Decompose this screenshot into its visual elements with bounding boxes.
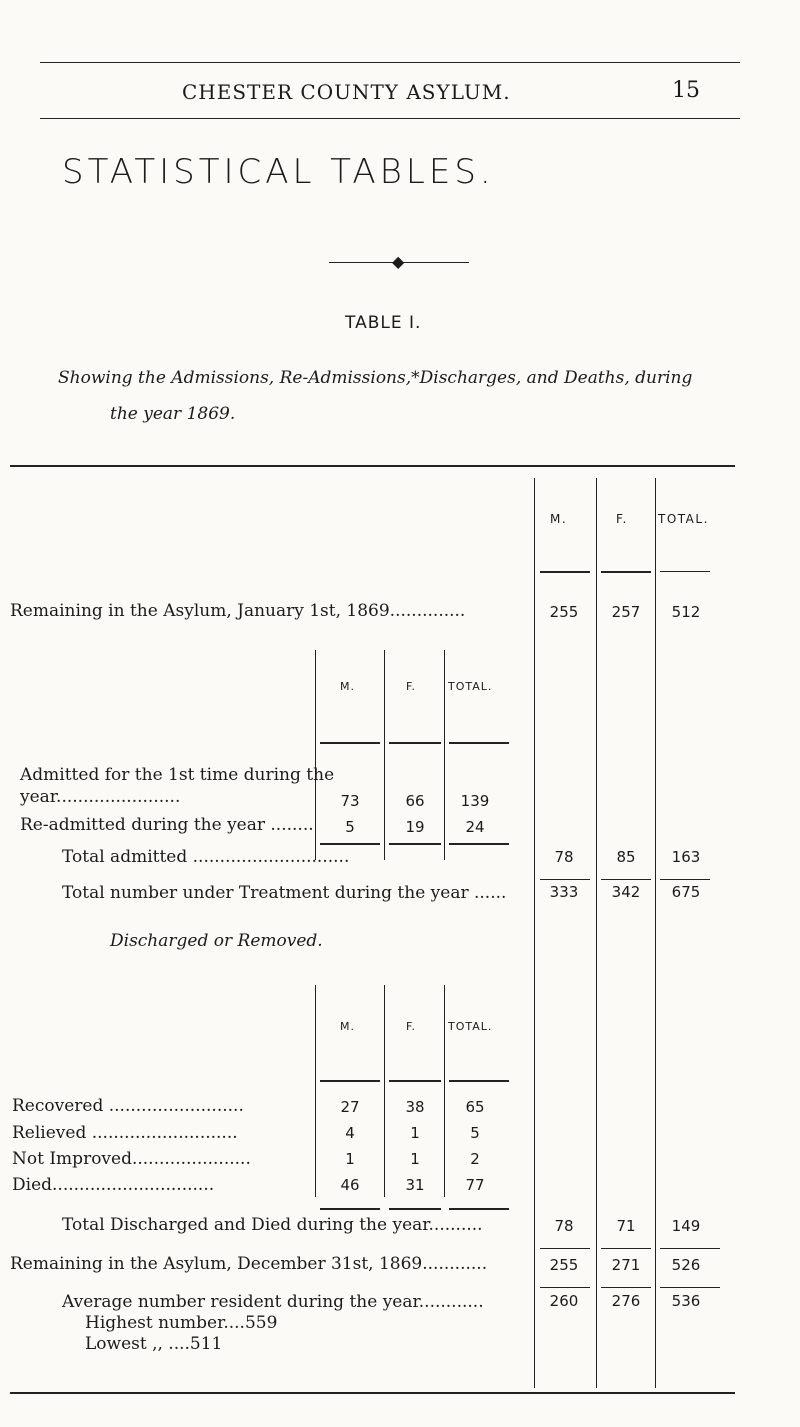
rule [660,1287,720,1288]
relieved-total: 5 [470,1124,480,1142]
sub-header-f: F. [406,680,417,693]
discharged-heading: Discharged or Removed. [110,931,323,951]
total-treatment-f: 342 [611,883,641,901]
remaining-jan-m: 255 [549,603,579,621]
rule [660,879,710,880]
relieved-label: Relieved ........................... [12,1123,238,1143]
recovered-m: 27 [340,1098,360,1116]
remaining-dec-f: 271 [611,1256,641,1274]
remaining-jan-f: 257 [611,603,641,621]
rule [540,1248,590,1249]
rule [320,843,380,845]
died-label: Died.............................. [12,1175,215,1195]
rule [320,742,380,744]
total-admitted-total: 163 [671,848,701,866]
rule [601,1248,651,1249]
readmitted-label: Re-admitted during the year ........ [20,815,314,835]
readmitted-total: 24 [465,818,485,836]
diamond-ornament-icon: ◆ [392,252,405,271]
highest-number: Highest number....559 [85,1313,278,1333]
rule [320,1208,380,1210]
rule [601,879,651,880]
total-treatment-m: 333 [549,883,579,901]
admitted-first-m: 73 [340,792,360,810]
sub2-header-f: F. [406,1020,417,1033]
rule [540,1287,590,1288]
relieved-m: 4 [345,1124,355,1142]
total-admitted-label: Total admitted ............................. [62,847,350,867]
rule [660,571,710,572]
rule [449,843,509,845]
rule [449,742,509,744]
total-treatment-total: 675 [671,883,701,901]
average-m: 260 [549,1292,579,1310]
total-discharged-total: 149 [671,1217,701,1235]
died-m: 46 [340,1176,360,1194]
rule [389,843,441,845]
recovered-total: 65 [465,1098,485,1116]
col-header-total: TOTAL. [658,512,709,526]
lowest-number: Lowest ,, ....511 [85,1334,223,1354]
page-number: 15 [672,78,700,103]
total-discharged-label: Total Discharged and Died during the year.......... [62,1215,483,1235]
table-top-rule [10,465,735,467]
remaining-dec-label: Remaining in the Asylum, December 31st, 1869............ [10,1254,488,1274]
readmitted-f: 19 [405,818,425,836]
died-f: 31 [405,1176,425,1194]
total-admitted-f: 85 [616,848,636,866]
table-label: TABLE I. [345,313,422,333]
rule [389,742,441,744]
remaining-dec-total: 526 [671,1256,701,1274]
not-improved-total: 2 [470,1150,480,1168]
rule [449,1208,509,1210]
rule [540,879,590,880]
sub-rule-left-2 [315,985,316,1197]
rule [389,1208,441,1210]
running-title: CHESTER COUNTY ASYLUM. [182,80,511,104]
admitted-first-label-1: Admitted for the 1st time during the [20,765,335,785]
admitted-first-f: 66 [405,792,425,810]
total-discharged-m: 78 [554,1217,574,1235]
average-label: Average number resident during the year............ [62,1292,484,1312]
col-header-m: M. [550,512,568,526]
readmitted-m: 5 [345,818,355,836]
not-improved-label: Not Improved...................... [12,1149,251,1169]
rule [601,571,651,573]
rule [540,571,590,573]
remaining-jan-total: 512 [671,603,701,621]
sub-header-total: TOTAL. [448,680,493,693]
page-title: STATISTICAL TABLES. [62,152,495,192]
total-treatment-label: Total number under Treatment during the year ...... [62,883,507,903]
rule [601,1287,651,1288]
recovered-label: Recovered ......................... [12,1096,244,1116]
total-admitted-m: 78 [554,848,574,866]
not-improved-m: 1 [345,1150,355,1168]
sub-rule-left [315,650,316,860]
not-improved-f: 1 [410,1150,420,1168]
admitted-first-total: 139 [460,792,490,810]
rule [449,1080,509,1082]
col-header-f: F. [616,512,628,526]
caption-line-1: Showing the Admissions, Re-Admissions,*Discharges, and Deaths, during [58,368,693,388]
total-discharged-f: 71 [616,1217,636,1235]
sub-header-m: M. [340,680,355,693]
recovered-f: 38 [405,1098,425,1116]
relieved-f: 1 [410,1124,420,1142]
header-top-rule [40,62,740,63]
caption-line-2: the year 1869. [110,404,236,424]
average-total: 536 [671,1292,701,1310]
rule [320,1080,380,1082]
rule [660,1248,720,1249]
remaining-dec-m: 255 [549,1256,579,1274]
died-total: 77 [465,1176,485,1194]
admitted-first-label-2: year....................... [20,787,181,807]
average-f: 276 [611,1292,641,1310]
table-bottom-rule [10,1392,735,1394]
sub2-header-m: M. [340,1020,355,1033]
sub2-header-total: TOTAL. [448,1020,493,1033]
header-bottom-rule [40,118,740,119]
rule [389,1080,441,1082]
remaining-jan-label: Remaining in the Asylum, January 1st, 1869.............. [10,601,466,621]
